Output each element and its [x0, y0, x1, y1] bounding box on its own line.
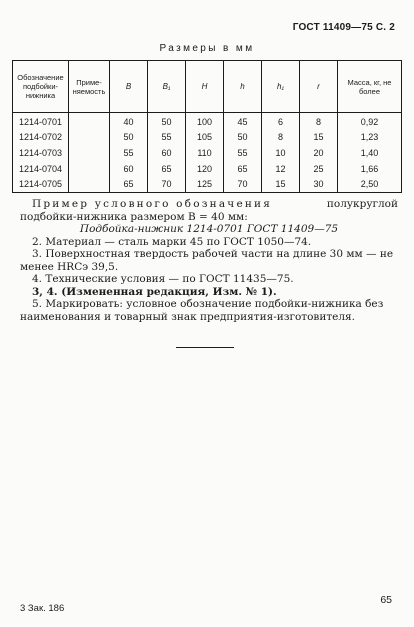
table-cell: 125 [186, 177, 224, 193]
table-cell: 25 [300, 161, 338, 177]
table-cell: 0,92 [338, 113, 402, 129]
example-heading-spaced: Пример условного обозначения [32, 198, 273, 210]
body-text [20, 198, 398, 323]
column-header-r: r [300, 61, 338, 113]
table-cell: 1214-0705 [13, 177, 69, 193]
table-cell: 70 [148, 177, 186, 193]
paragraph-hardness: 3. Поверхностная твердость рабочей части на длине 30 мм — не менее HRCэ 39,5. [20, 248, 394, 273]
table-cell: 1,40 [338, 145, 402, 161]
column-header-designation: Обозначение подбойки-нижника [13, 61, 69, 113]
table-cell: 1,23 [338, 129, 402, 145]
paragraph-revision-note: 3, 4. (Измененная редакция, Изм. № 1). [32, 285, 277, 298]
column-header-applicability: Приме-няемость [69, 61, 110, 113]
table-cell: 30 [300, 177, 338, 193]
table-cell: 1214-0703 [13, 145, 69, 161]
table-cell: 65 [110, 177, 148, 193]
table-cell: 50 [148, 113, 186, 129]
table-cell: 1214-0701 [13, 113, 69, 129]
section-divider [176, 347, 234, 348]
example-subheading: подбойки-нижника размером B = 40 мм: [20, 210, 248, 223]
table-cell: 15 [262, 177, 300, 193]
table-header-row [13, 61, 402, 113]
table-cell: 60 [110, 161, 148, 177]
table-cell: 12 [262, 161, 300, 177]
table-cell: 50 [110, 129, 148, 145]
column-header-h: h [224, 61, 262, 113]
table-cell [69, 177, 110, 193]
column-header-h-upper: H [186, 61, 224, 113]
table-cell [69, 113, 110, 129]
document-header-code: ГОСТ 11409—75 С. 2 [292, 22, 395, 33]
table-row [13, 129, 402, 145]
table-cell: 105 [186, 129, 224, 145]
example-heading-rest: полукруглой [326, 198, 398, 210]
table-cell: 120 [186, 161, 224, 177]
table-cell [69, 161, 110, 177]
table-row [13, 113, 402, 129]
column-header-h1: h₁ [262, 61, 300, 113]
table-cell [69, 129, 110, 145]
table-row [13, 161, 402, 177]
table-cell: 55 [110, 145, 148, 161]
table-cell: 8 [300, 113, 338, 129]
table-cell [69, 145, 110, 161]
dimensions-table [12, 60, 402, 193]
table-cell: 50 [224, 129, 262, 145]
table-cell: 1,66 [338, 161, 402, 177]
table-cell: 1214-0704 [13, 161, 69, 177]
table-cell: 10 [262, 145, 300, 161]
table-cell: 110 [186, 145, 224, 161]
table-cell: 8 [262, 129, 300, 145]
table-cell: 6 [262, 113, 300, 129]
table-caption: Размеры в мм [159, 43, 255, 54]
example-designation: Подбойка-нижник 1214-0701 ГОСТ 11409—75 [79, 223, 339, 235]
paragraph-material: 2. Материал — сталь марки 45 по ГОСТ 1050—74. [32, 235, 312, 248]
table-cell: 40 [110, 113, 148, 129]
table-row [13, 145, 402, 161]
column-header-mass: Масса, кг, не более [338, 61, 402, 113]
table-cell: 100 [186, 113, 224, 129]
table-cell: 20 [300, 145, 338, 161]
example-heading-line [20, 198, 398, 211]
column-header-b: B [110, 61, 148, 113]
footer-order-number: 3 Зак. 186 [20, 603, 65, 614]
table-cell: 1214-0702 [13, 129, 69, 145]
paragraph-marking: 5. Маркировать: условное обозначение подбойки-нижника без наименования и товарный знак предприятия-изготовителя. [20, 298, 384, 323]
page-number: 65 [380, 594, 392, 606]
table-cell: 65 [224, 161, 262, 177]
table-cell: 65 [148, 161, 186, 177]
column-header-b1: B₁ [148, 61, 186, 113]
table-cell: 55 [224, 145, 262, 161]
table-cell: 15 [300, 129, 338, 145]
table-cell: 70 [224, 177, 262, 193]
table-cell: 45 [224, 113, 262, 129]
table-cell: 55 [148, 129, 186, 145]
table-cell: 2,50 [338, 177, 402, 193]
table-row [13, 177, 402, 193]
table-cell: 60 [148, 145, 186, 161]
paragraph-tech-conditions: 4. Технические условия — по ГОСТ 11435—75. [32, 273, 294, 285]
